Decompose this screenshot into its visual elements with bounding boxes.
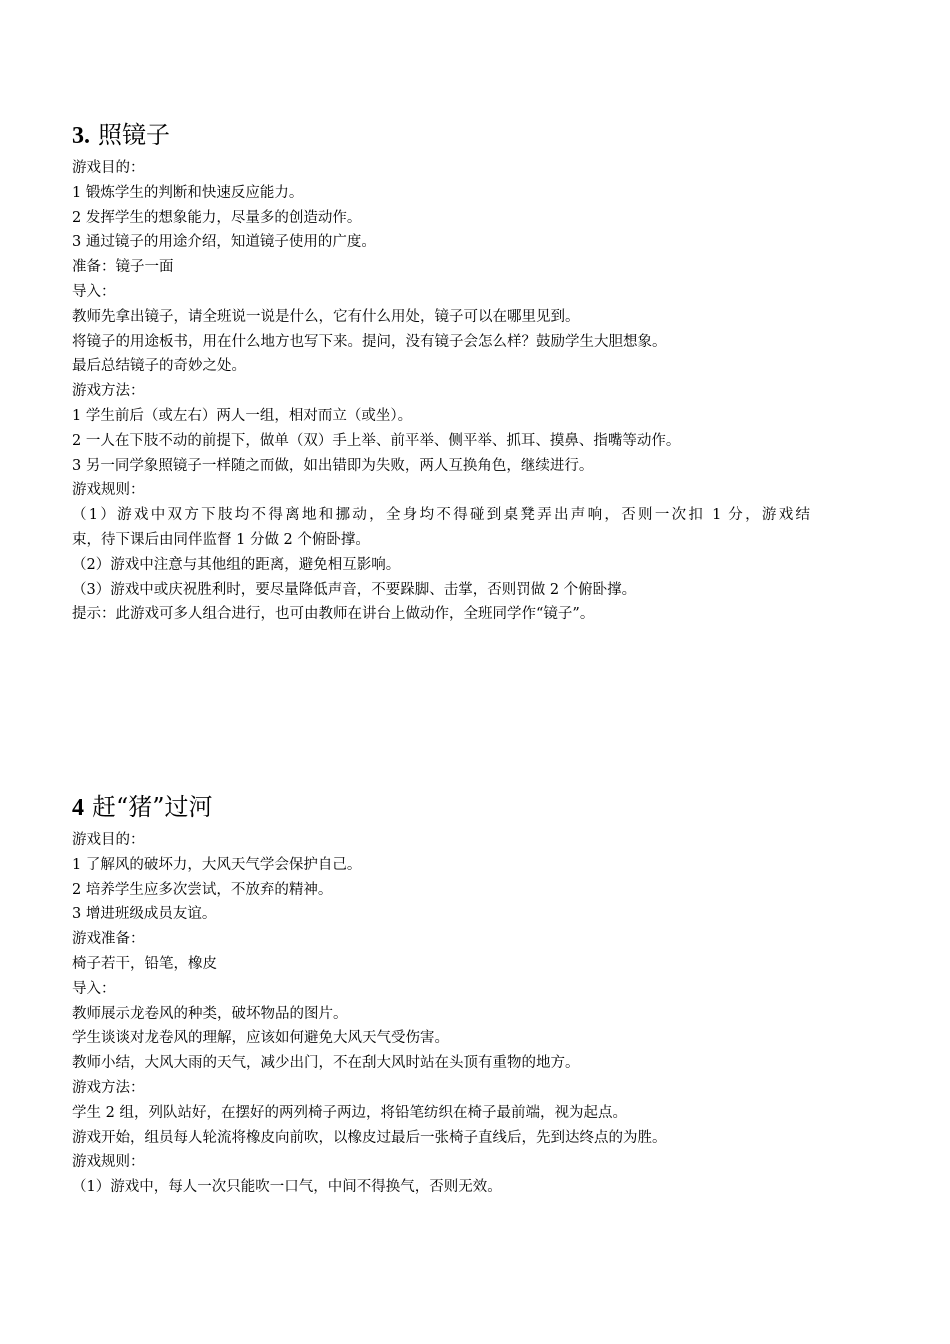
body-line: 3 增进班级成员友谊。 xyxy=(72,906,217,923)
body-line: （3）游戏中或庆祝胜利时，要尽量降低声音，不要跺脚、击掌，否则罚做 2 个俯卧撑。 xyxy=(72,581,637,598)
body-line: 1 锻炼学生的判断和快速反应能力。 xyxy=(72,184,304,201)
section-title: 赶“猪”过河 xyxy=(92,793,213,821)
body-line: （1）游戏中，每人一次只能吹一口气，中间不得换气，否则无效。 xyxy=(72,1179,502,1196)
body-line: 导入： xyxy=(72,283,116,300)
section-mirror-game xyxy=(72,114,832,627)
body-line: 游戏规则： xyxy=(72,482,145,499)
body-line: 游戏规则： xyxy=(72,1154,145,1171)
body-line: 游戏开始，组员每人轮流将橡皮向前吹，以橡皮过最后一张椅子直线后，先到达终点的为胜。 xyxy=(72,1129,667,1146)
body-line: 椅子若干，铅笔，橡皮 xyxy=(72,955,217,972)
body-line: 教师小结，大风大雨的天气，减少出门，不在刮大风时站在头顶有重物的地方。 xyxy=(72,1055,580,1072)
body-line: 束，待下课后由同伴监督 1 分做 2 个俯卧撑。 xyxy=(72,531,370,548)
body-line: 游戏方法： xyxy=(72,383,145,400)
body-line: 3 另一同学象照镜子一样随之而做，如出错即为失败，两人互换角色，继续进行。 xyxy=(72,457,594,474)
body-line: 2 一人在下肢不动的前提下，做单（双）手上举、前平举、侧平举、抓耳、摸鼻、指嘴等动作。 xyxy=(72,432,681,449)
body-line: 学生谈谈对龙卷风的理解，应该如何避免大风天气受伤害。 xyxy=(72,1030,449,1047)
section-pig-crossing-game xyxy=(72,786,832,1200)
body-line: 2 发挥学生的想象能力，尽量多的创造动作。 xyxy=(72,209,362,226)
section-heading xyxy=(72,114,832,156)
body-line: 最后总结镜子的奇妙之处。 xyxy=(72,358,246,375)
body-line: 2 培养学生应多次尝试，不放弃的精神。 xyxy=(72,881,333,898)
body-line: （2）游戏中注意与其他组的距离，避免相互影响。 xyxy=(72,556,401,573)
body-line: 导入： xyxy=(72,980,116,997)
body-line: 游戏目的： xyxy=(72,160,145,176)
body-line: 3 通过镜子的用途介绍，知道镜子使用的广度。 xyxy=(72,234,376,251)
section-body xyxy=(72,156,832,627)
body-line: 游戏准备： xyxy=(72,931,145,948)
body-line: 游戏方法： xyxy=(72,1079,145,1096)
body-line: （1）游戏中双方下肢均不得离地和挪动，全身均不得碰到桌凳弄出声响，否则一次扣 1 分，游戏结 xyxy=(72,507,810,524)
section-body xyxy=(72,828,832,1200)
body-line: 学生 2 组，列队站好，在摆好的两列椅子两边，将铅笔纺织在椅子最前端，视为起点。 xyxy=(72,1104,627,1121)
body-line: 提示：此游戏可多人组合进行，也可由教师在讲台上做动作，全班同学作“镜子”。 xyxy=(72,606,595,623)
section-number: 4 xyxy=(72,795,84,821)
section-title: 照镜子 xyxy=(98,121,170,149)
body-line: 1 学生前后（或左右）两人一组，相对而立（或坐）。 xyxy=(72,407,413,424)
body-line: 准备：镜子一面 xyxy=(72,259,174,276)
body-line: 1 了解风的破坏力，大风天气学会保护自己。 xyxy=(72,856,362,873)
body-line: 游戏目的： xyxy=(72,832,145,848)
body-line: 教师展示龙卷风的种类，破坏物品的图片。 xyxy=(72,1005,348,1022)
section-heading xyxy=(72,786,832,828)
body-line: 将镜子的用途板书，用在什么地方也写下来。提问，没有镜子会怎么样？鼓励学生大胆想象。 xyxy=(72,333,667,350)
body-line: 教师先拿出镜子，请全班说一说是什么，它有什么用处，镜子可以在哪里见到。 xyxy=(72,308,580,325)
section-number: 3. xyxy=(72,123,90,149)
